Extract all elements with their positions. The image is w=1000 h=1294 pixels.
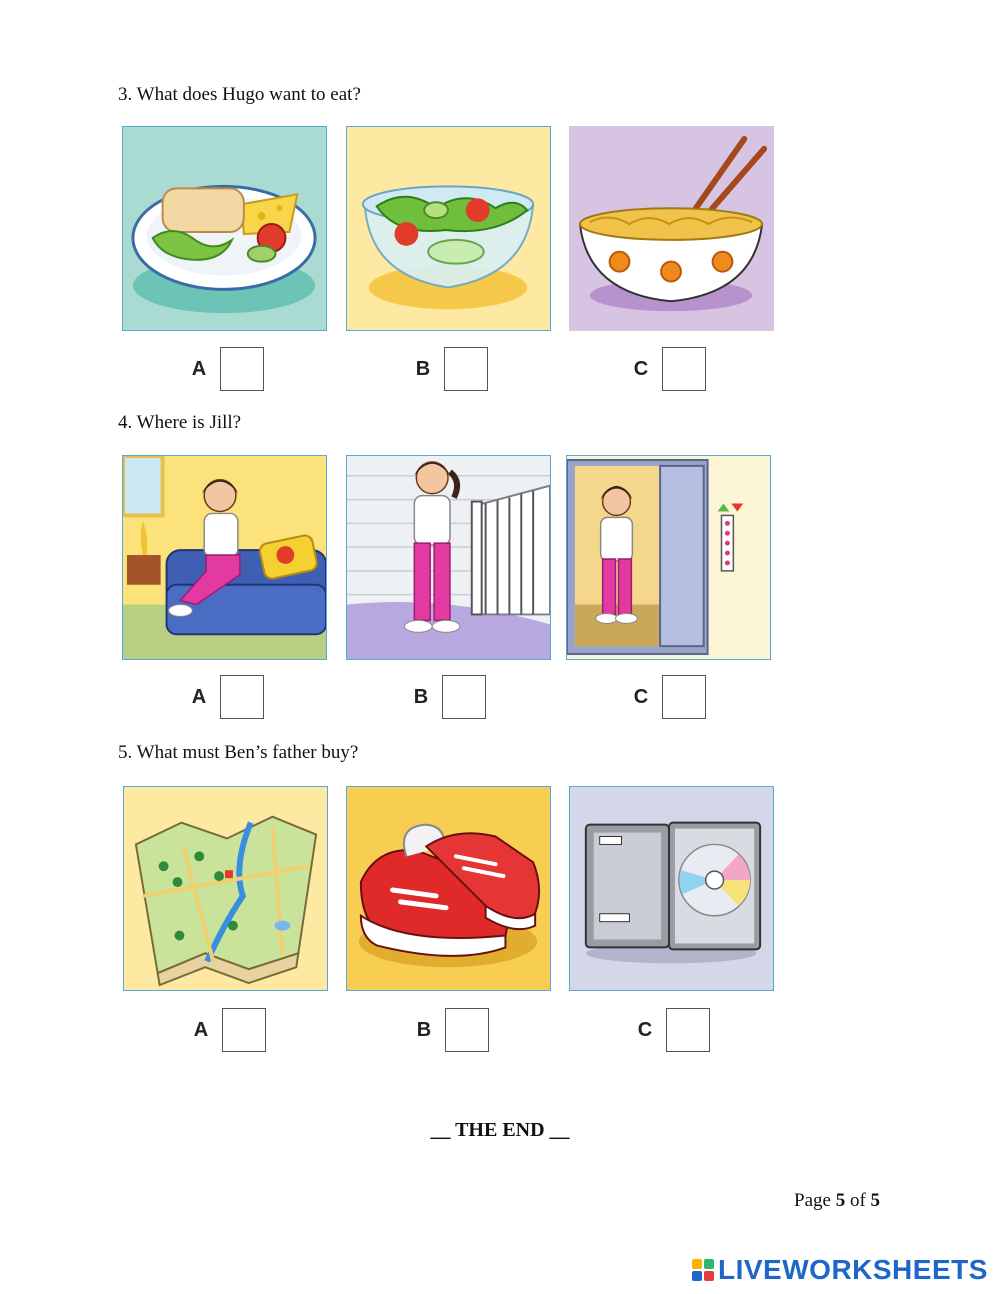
option-letter: A <box>191 685 207 708</box>
q4-answer-box-c[interactable] <box>662 675 706 719</box>
q5-answer-box-b[interactable] <box>445 1008 489 1052</box>
q3-answer-box-a[interactable] <box>220 347 264 391</box>
q3-option-a <box>190 347 264 391</box>
logo-text: LIVEWORKSHEETS <box>718 1254 988 1285</box>
question-3-title: 3. What does Hugo want to eat? <box>118 84 361 105</box>
q3-answer-box-c[interactable] <box>662 347 706 391</box>
q5-option-a <box>192 1008 266 1052</box>
page-current: 5 <box>835 1190 846 1211</box>
logo-square <box>692 1271 702 1281</box>
logo-grid-icon <box>692 1259 714 1281</box>
q3-answer-box-b[interactable] <box>444 347 488 391</box>
the-end-text: __ THE END __ <box>430 1119 570 1141</box>
page-number <box>794 1190 880 1212</box>
picture-girl-on-stairs <box>346 455 551 660</box>
page-prefix: Page <box>794 1190 836 1211</box>
q5-answer-box-a[interactable] <box>222 1008 266 1052</box>
question-4-title: 4. Where is Jill? <box>118 412 242 433</box>
picture-salad-bowl <box>346 126 551 331</box>
liveworksheets-logo[interactable] <box>692 1254 988 1286</box>
page-total: 5 <box>870 1190 881 1211</box>
option-letter: B <box>413 685 429 708</box>
option-letter: C <box>633 685 649 708</box>
question-5-title: 5. What must Ben’s father buy? <box>118 742 359 763</box>
logo-square <box>692 1259 702 1269</box>
q5-option-b <box>415 1008 489 1052</box>
option-letter: C <box>633 357 649 380</box>
picture-girl-in-lift <box>566 455 771 660</box>
picture-map <box>123 786 328 991</box>
q4-option-c <box>632 675 706 719</box>
option-letter: A <box>191 357 207 380</box>
option-letter: A <box>193 1018 209 1041</box>
option-letter: B <box>415 357 431 380</box>
picture-sandwich-salad <box>122 126 327 331</box>
logo-square <box>704 1271 714 1281</box>
q4-option-a <box>190 675 264 719</box>
picture-girl-on-sofa <box>122 455 327 660</box>
q5-answer-box-c[interactable] <box>666 1008 710 1052</box>
q3-option-c <box>632 347 706 391</box>
q5-option-c <box>636 1008 710 1052</box>
q4-option-b <box>412 675 486 719</box>
q3-option-b <box>414 347 488 391</box>
page-middle: of <box>845 1190 871 1211</box>
q4-answer-box-b[interactable] <box>442 675 486 719</box>
picture-shoes <box>346 786 551 991</box>
picture-noodle-bowl <box>569 126 774 331</box>
option-letter: B <box>416 1018 432 1041</box>
picture-dvd <box>569 786 774 991</box>
q4-answer-box-a[interactable] <box>220 675 264 719</box>
logo-square <box>704 1259 714 1269</box>
option-letter: C <box>637 1018 653 1041</box>
